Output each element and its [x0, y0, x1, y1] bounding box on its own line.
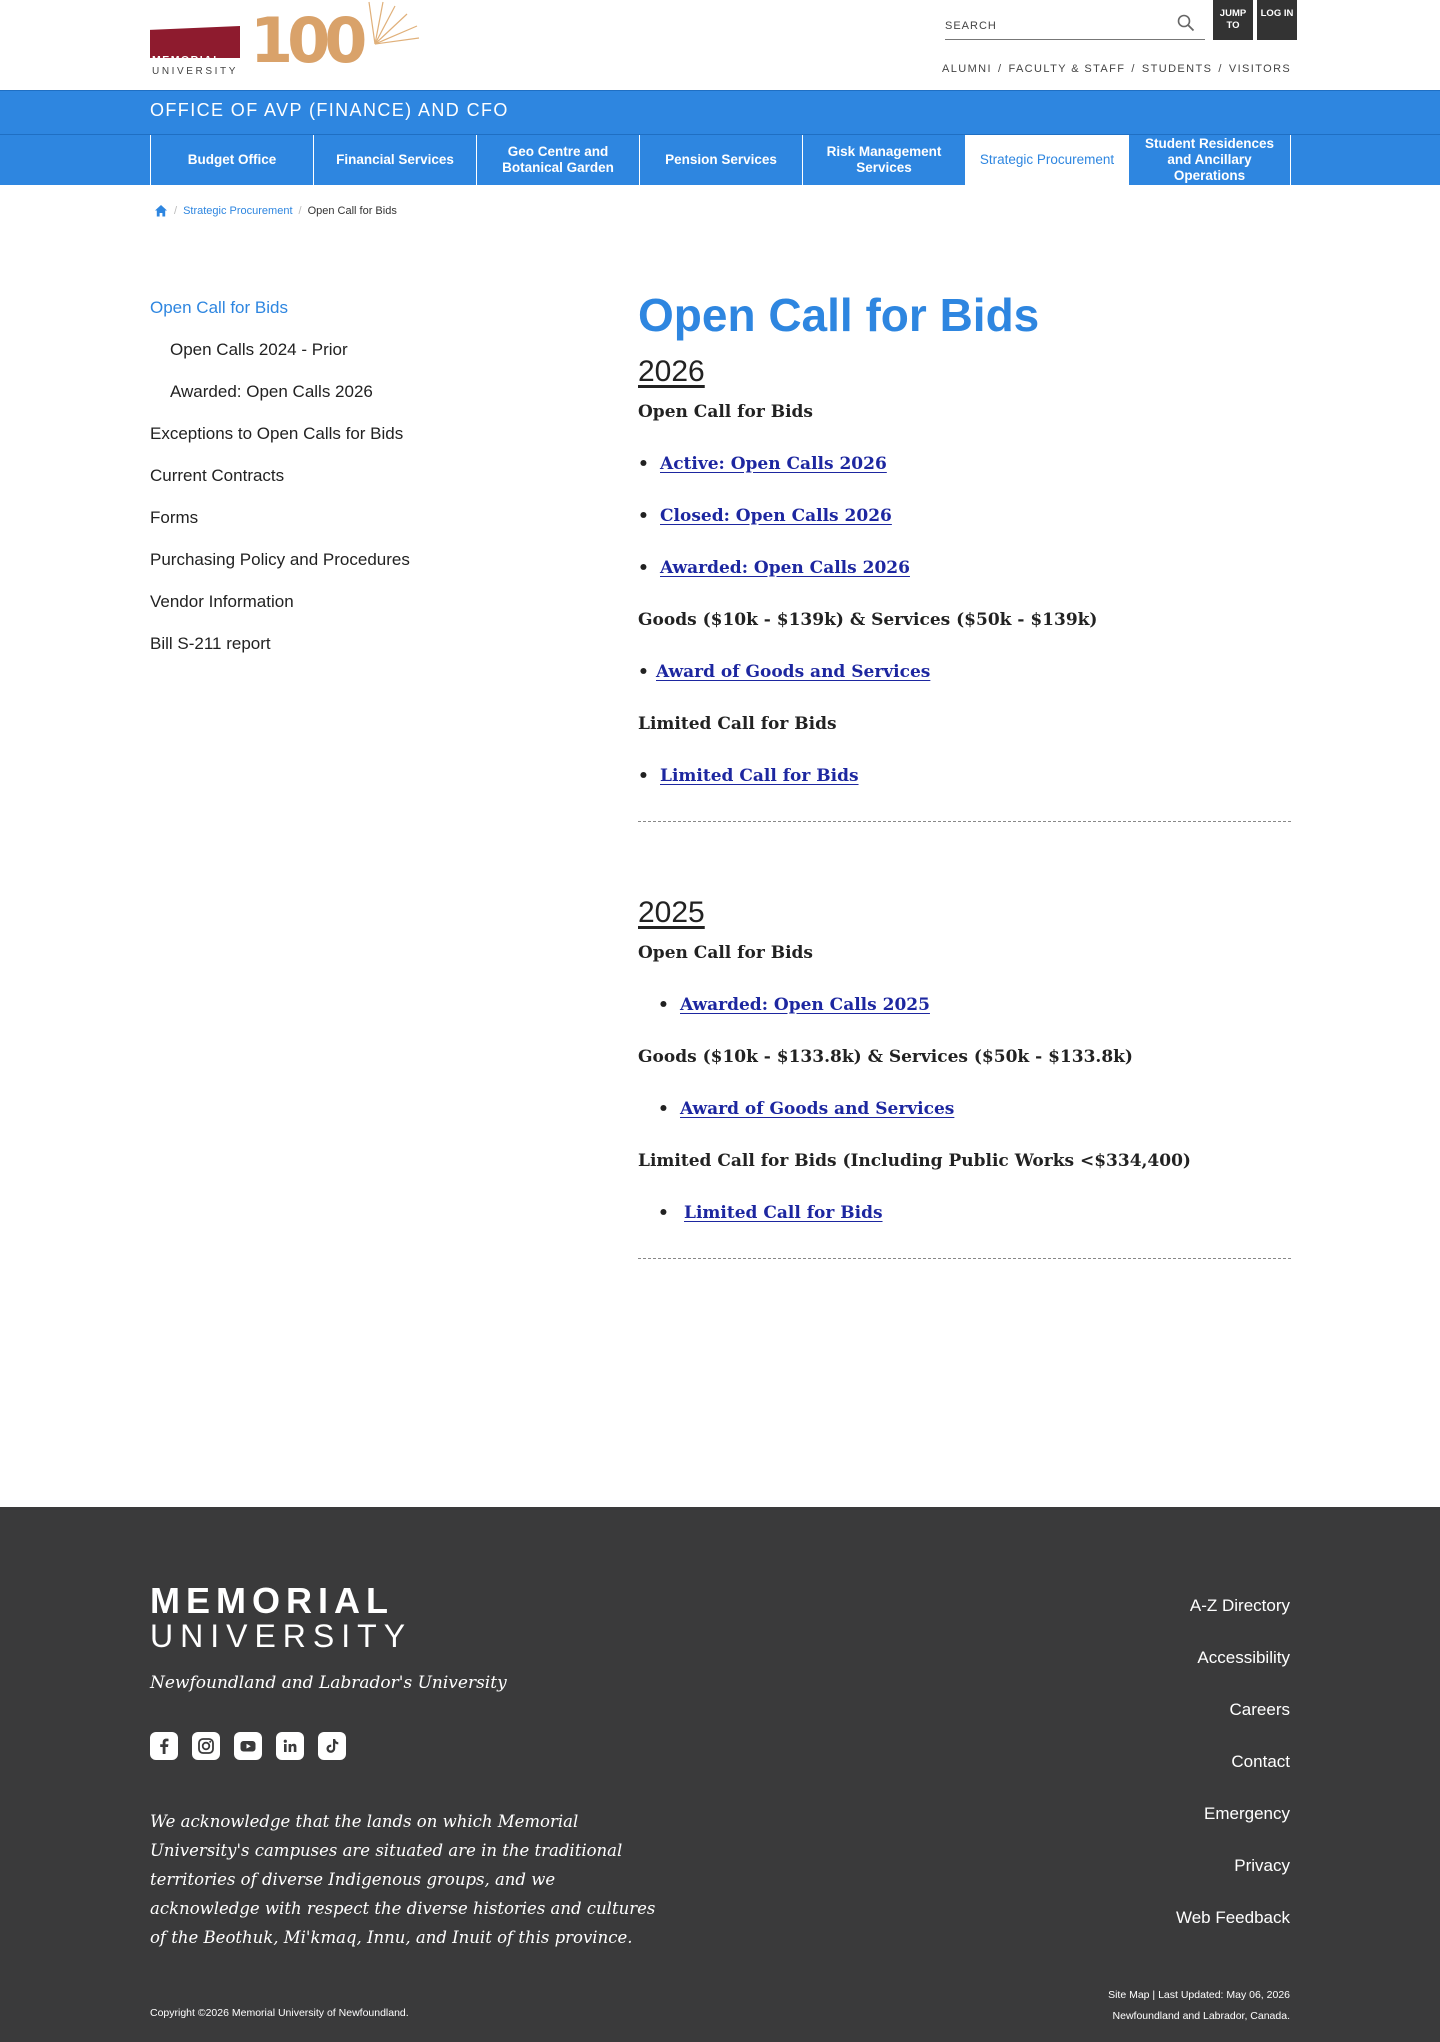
link-award-goods-services-2026[interactable]: Award of Goods and Services [656, 662, 931, 682]
footer-logo-memorial[interactable]: MEMORIAL [150, 1580, 394, 1621]
breadcrumb-current: Open Call for Bids [307, 205, 397, 217]
logo-wordmark-university: UNIVERSITY [152, 66, 239, 77]
tiktok-icon[interactable] [318, 1732, 346, 1760]
audience-link-alumni[interactable]: ALUMNI [942, 63, 992, 75]
social-links [150, 1732, 346, 1760]
footer-link-emergency[interactable]: Emergency [1204, 1804, 1290, 1823]
nav-item-strategic-procurement[interactable]: Strategic Procurement [965, 135, 1128, 185]
link-award-goods-services-2025[interactable]: Award of Goods and Services [680, 1099, 955, 1119]
copyright: Copyright ©2026 Memorial University of Newfoundland. [150, 2007, 409, 2019]
sidebar-item-forms[interactable]: Forms [150, 508, 199, 527]
youtube-icon[interactable] [234, 1732, 262, 1760]
sidebar-item-open-call-for-bids[interactable]: Open Call for Bids [150, 298, 288, 317]
logo-wordmark-memorial: MEMORIAL [152, 54, 222, 66]
audience-link-students[interactable]: STUDENTS [1141, 63, 1213, 75]
audience-link-visitors[interactable]: VISITORS [1228, 63, 1292, 75]
nav-item-financial-services[interactable]: Financial Services [313, 135, 476, 185]
list-item: • Award of Goods and Services [638, 1094, 1291, 1146]
audience-links: ALUMNI / FACULTY & STAFF / STUDENTS / VISITORS [942, 63, 1292, 75]
sidebar-item-open-calls-2024-prior[interactable]: Open Calls 2024 - Prior [170, 340, 348, 359]
list-item: • Active: Open Calls 2026 [638, 449, 1291, 501]
search-input[interactable] [945, 16, 1165, 36]
section-heading-open-call: Open Call for Bids [638, 943, 813, 963]
main-content [638, 283, 1291, 1259]
breadcrumb: / Strategic Procurement / Open Call for Bids [154, 204, 397, 218]
breadcrumb-link-strategic-procurement[interactable]: Strategic Procurement [183, 205, 293, 217]
site-map-last-updated[interactable]: Site Map | Last Updated: May 06, 2026 [1108, 1989, 1290, 2001]
list-item: • Closed: Open Calls 2026 [638, 501, 1291, 553]
sidebar-item-bill-s-211-report[interactable]: Bill S-211 report [150, 634, 271, 653]
sidebar-item-purchasing-policy[interactable]: Purchasing Policy and Procedures [150, 550, 410, 569]
memorial-logo-mark [150, 26, 240, 78]
jump-to-button[interactable]: JUMP TO [1213, 0, 1253, 40]
search-box [945, 10, 1205, 40]
sidebar-item-exceptions[interactable]: Exceptions to Open Calls for Bids [150, 424, 404, 443]
footer-link-contact[interactable]: Contact [1231, 1752, 1290, 1771]
page-title: Open Call for Bids [638, 289, 1040, 341]
link-awarded-open-calls-2026[interactable]: Awarded: Open Calls 2026 [660, 558, 910, 578]
nav-item-pension-services[interactable]: Pension Services [639, 135, 802, 185]
footer-links [1176, 1591, 1290, 1955]
sunburst-icon [365, 0, 420, 45]
section-year-2026: 2026 [638, 355, 705, 388]
list-item: • Awarded: Open Calls 2025 [638, 990, 1291, 1042]
sidebar-item-vendor-information[interactable]: Vendor Information [150, 592, 294, 611]
log-in-button[interactable]: LOG IN [1257, 0, 1297, 40]
main-nav [0, 135, 1440, 185]
sidebar-item-current-contracts[interactable]: Current Contracts [150, 466, 285, 485]
footer-link-a-z-directory[interactable]: A-Z Directory [1189, 1596, 1290, 1615]
footer-link-web-feedback[interactable]: Web Feedback [1175, 1908, 1290, 1927]
section-heading-limited-call: Limited Call for Bids [638, 714, 837, 734]
instagram-icon[interactable] [192, 1732, 220, 1760]
footer-tagline: Newfoundland and Labrador's University [150, 1673, 507, 1693]
footer-link-accessibility[interactable]: Accessibility [1197, 1648, 1290, 1667]
site-footer [0, 1507, 1440, 2042]
footer-location: Newfoundland and Labrador, Canada. [1112, 2010, 1290, 2022]
link-active-open-calls-2026[interactable]: Active: Open Calls 2026 [660, 454, 887, 474]
section-heading-open-call: Open Call for Bids [638, 402, 813, 422]
section-heading-goods-services: Goods ($10k - $133.8k) & Services ($50k - $133.8k) [638, 1047, 1133, 1067]
section-heading-limited-call: Limited Call for Bids (Including Public Works <$334,400) [638, 1151, 1191, 1171]
site-header [0, 0, 1440, 90]
search-icon[interactable] [1177, 14, 1195, 32]
land-acknowledgement: We acknowledge that the lands on which Memorial University's campuses are situated are in the traditional territories of diverse Indigenous groups, and we acknowledge with respect the diverse histories and cultures of the Beothuk, Mi'kmaq, Innu, and Inuit of this province. [150, 1812, 656, 1947]
section-divider [638, 1258, 1291, 1259]
list-item: • Limited Call for Bids [638, 761, 1291, 813]
list-item: • Awarded: Open Calls 2026 [638, 553, 1291, 605]
audience-link-faculty-staff[interactable]: FACULTY & STAFF [1008, 63, 1126, 75]
link-closed-open-calls-2026[interactable]: Closed: Open Calls 2026 [660, 506, 892, 526]
facebook-icon[interactable] [150, 1732, 178, 1760]
home-icon[interactable] [154, 204, 168, 218]
footer-logo-university[interactable]: UNIVERSITY [150, 1618, 413, 1654]
linkedin-icon[interactable] [276, 1732, 304, 1760]
section-year-2025: 2025 [638, 896, 705, 929]
link-awarded-open-calls-2025[interactable]: Awarded: Open Calls 2025 [680, 995, 930, 1015]
nav-item-student-residences[interactable]: Student Residences and Ancillary Operations [1128, 135, 1291, 185]
sidebar-nav [150, 293, 530, 671]
centenary-100-logo: 100 [250, 4, 362, 77]
nav-item-geo-centre[interactable]: Geo Centre and Botanical Garden [476, 135, 639, 185]
sidebar-item-awarded-open-calls-2026[interactable]: Awarded: Open Calls 2026 [170, 382, 373, 401]
list-item: • Award of Goods and Services [638, 657, 1291, 709]
footer-link-privacy[interactable]: Privacy [1234, 1856, 1290, 1875]
footer-link-careers[interactable]: Careers [1229, 1700, 1290, 1719]
footer-meta [1108, 1985, 1290, 2027]
nav-item-budget-office[interactable]: Budget Office [150, 135, 313, 185]
list-item: • Limited Call for Bids [638, 1198, 1291, 1250]
section-heading-goods-services: Goods ($10k - $139k) & Services ($50k - $139k) [638, 610, 1098, 630]
university-logo[interactable] [150, 0, 420, 80]
nav-item-risk-management[interactable]: Risk Management Services [802, 135, 965, 185]
link-limited-call-2026[interactable]: Limited Call for Bids [660, 766, 859, 786]
link-limited-call-2025[interactable]: Limited Call for Bids [684, 1203, 883, 1223]
office-title[interactable]: OFFICE OF AVP (FINANCE) AND CFO [150, 100, 509, 120]
